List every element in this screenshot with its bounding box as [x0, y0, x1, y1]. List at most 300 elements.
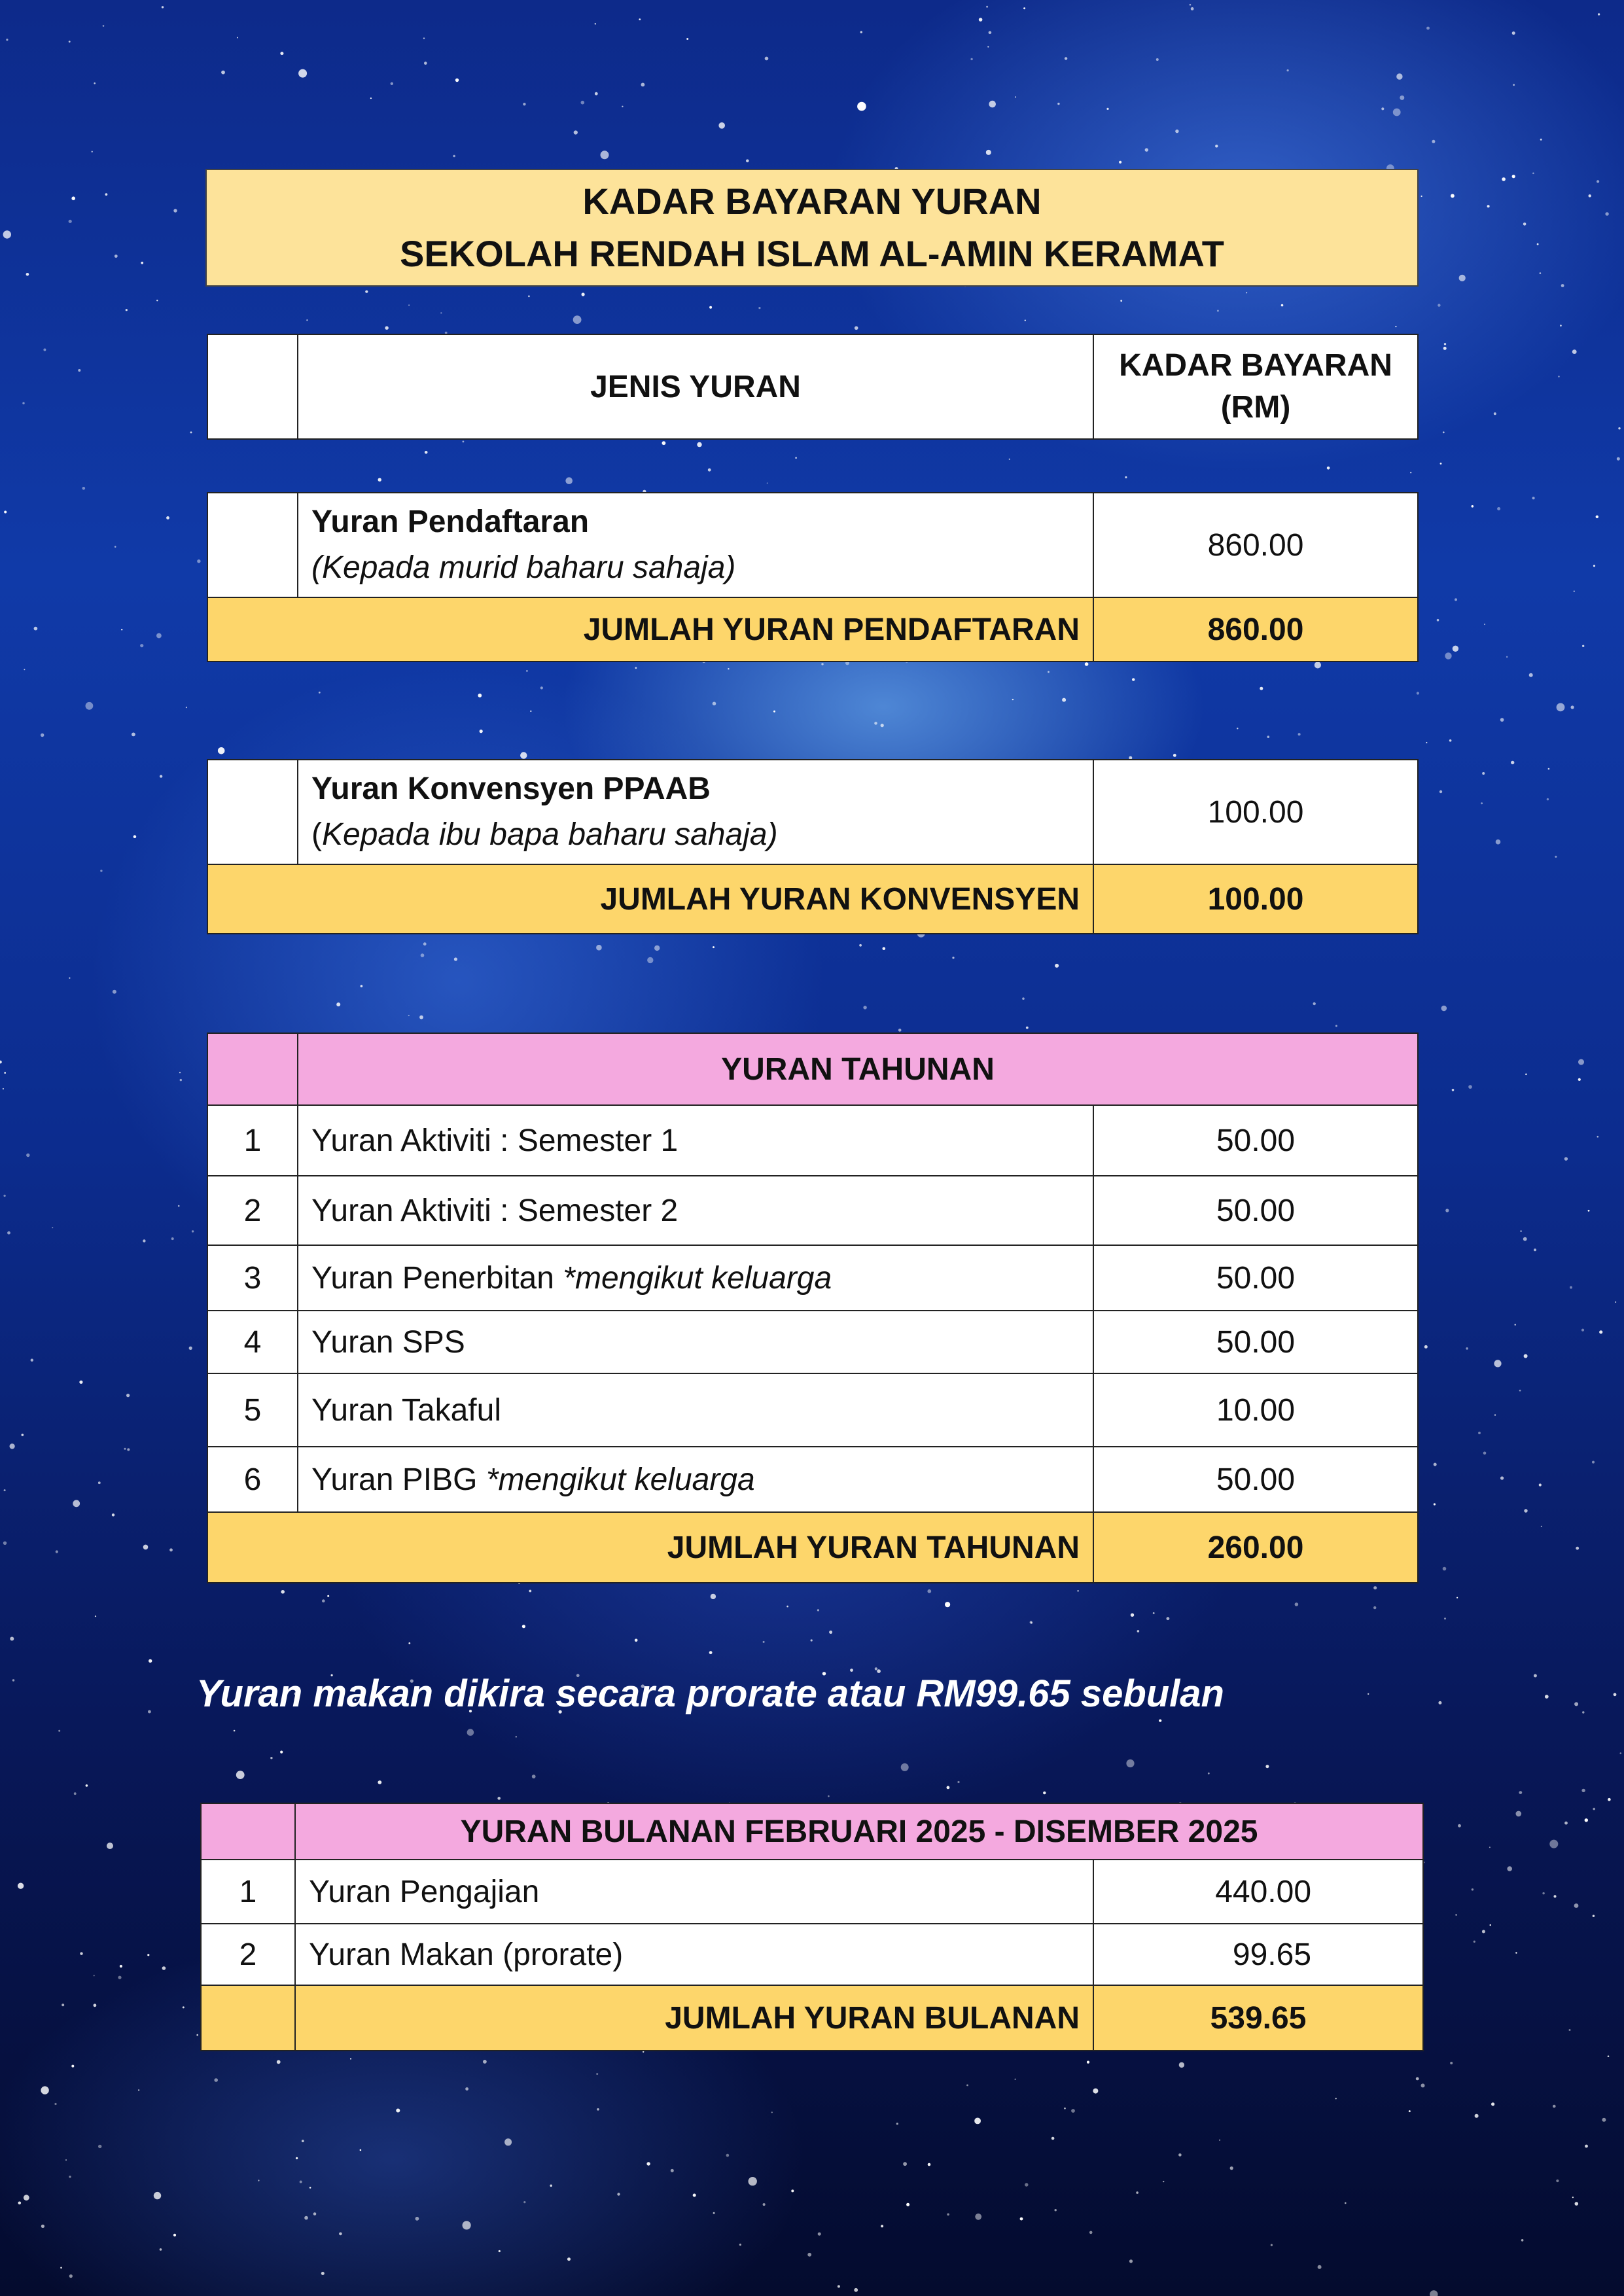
star — [1159, 1720, 1161, 1722]
star — [69, 2274, 73, 2278]
star — [69, 41, 71, 43]
pendaftaran-item — [298, 493, 1093, 597]
star — [662, 441, 666, 445]
star — [1443, 431, 1445, 433]
star — [1025, 320, 1026, 321]
star — [408, 304, 410, 306]
star — [1581, 1789, 1585, 1792]
star — [69, 220, 72, 223]
star — [1608, 1798, 1611, 1801]
star — [1421, 2083, 1425, 2087]
star — [1437, 619, 1439, 622]
star — [1599, 1330, 1602, 1333]
star — [192, 1230, 194, 1232]
star — [277, 2060, 281, 2064]
star — [98, 1481, 101, 1484]
star — [156, 300, 158, 301]
star — [1553, 2105, 1556, 2108]
star — [1487, 205, 1490, 207]
star — [339, 2233, 342, 2236]
star — [424, 62, 427, 65]
star — [811, 1639, 813, 1641]
star — [574, 130, 578, 134]
star — [854, 2288, 858, 2292]
star — [1605, 212, 1608, 215]
star — [1571, 705, 1574, 709]
star — [171, 1237, 174, 1240]
star — [1281, 304, 1284, 307]
star — [1136, 2191, 1139, 2194]
star — [1318, 2265, 1322, 2269]
star — [143, 1239, 145, 1242]
star — [1156, 58, 1159, 61]
star — [739, 2244, 741, 2246]
star — [133, 835, 137, 838]
star — [1173, 754, 1176, 757]
star — [22, 402, 24, 404]
star — [1542, 1892, 1544, 1894]
star — [140, 644, 143, 647]
star — [1620, 1752, 1622, 1754]
star — [896, 2123, 898, 2125]
header-kadar-line1: KADAR BAYARAN — [1119, 348, 1392, 383]
star — [874, 722, 877, 725]
star — [1424, 1345, 1428, 1349]
star — [56, 1550, 58, 1553]
star — [237, 37, 238, 39]
row-label: Yuran SPS — [298, 1311, 1093, 1373]
star — [1190, 4, 1192, 6]
star — [1020, 2217, 1023, 2221]
star — [1445, 1209, 1449, 1212]
row-amount: 50.00 — [1093, 1176, 1418, 1245]
star — [154, 2192, 161, 2199]
star — [647, 957, 653, 963]
row-amount: 99.65 — [1093, 1924, 1423, 1985]
star — [149, 1659, 152, 1663]
bulanan-heading: YURAN BULANAN FEBRUARI 2025 - DISEMBER 2025 — [295, 1803, 1423, 1860]
row-amount: 440.00 — [1093, 1860, 1423, 1924]
row-number: 6 — [207, 1447, 298, 1512]
star — [1009, 459, 1010, 460]
star — [1515, 1952, 1517, 1953]
star — [78, 369, 80, 372]
star — [975, 2214, 981, 2220]
pendaftaran-name: Yuran Pendaftaran — [311, 504, 590, 539]
star — [746, 160, 749, 163]
star — [160, 2248, 162, 2251]
star — [156, 633, 162, 639]
star — [1062, 698, 1066, 702]
row-amount: 50.00 — [1093, 1311, 1418, 1373]
star — [1125, 476, 1127, 478]
star — [947, 1786, 950, 1790]
star — [957, 1781, 959, 1783]
star — [22, 1434, 24, 1436]
row-label: Yuran Makan (prorate) — [295, 1924, 1093, 1985]
star — [408, 1015, 410, 1016]
star — [319, 692, 321, 694]
star — [875, 1667, 877, 1670]
star — [763, 2203, 766, 2206]
star — [952, 957, 954, 959]
star — [1500, 1476, 1504, 1479]
star — [635, 667, 637, 669]
star — [654, 945, 660, 951]
star — [1015, 96, 1016, 97]
star — [12, 1679, 14, 1681]
star — [1179, 2062, 1184, 2068]
star — [497, 1797, 501, 1800]
star — [94, 1975, 95, 1976]
star — [516, 1736, 517, 1737]
star — [1585, 1818, 1588, 1822]
star — [1217, 310, 1219, 312]
row-label: Yuran Aktiviti : Semester 2 — [298, 1176, 1093, 1245]
star — [1569, 2029, 1571, 2031]
star — [765, 57, 769, 61]
star — [463, 441, 465, 443]
star — [1345, 2202, 1347, 2204]
star — [162, 6, 164, 8]
konvensyen-note: Kepada ibu bapa baharu sahaja) — [321, 817, 778, 852]
star — [1540, 139, 1542, 141]
star — [82, 487, 86, 490]
star — [1055, 964, 1059, 968]
star — [1410, 472, 1411, 473]
star — [1295, 1602, 1299, 1606]
star — [773, 711, 775, 713]
star — [1071, 2109, 1075, 2113]
star — [1576, 1547, 1579, 1550]
star — [859, 944, 862, 947]
star — [421, 953, 425, 957]
star — [713, 946, 715, 948]
star — [1500, 718, 1504, 722]
star — [118, 1976, 121, 1979]
konvensyen-note-open: ( — [311, 817, 322, 852]
star — [1409, 2110, 1411, 2112]
star — [60, 2267, 62, 2269]
star — [309, 2187, 311, 2189]
star — [1489, 1846, 1491, 1848]
star — [1578, 1078, 1581, 1081]
star — [979, 18, 983, 22]
star — [62, 2004, 64, 2006]
star — [6, 39, 8, 41]
star — [180, 1079, 182, 1081]
star — [1421, 196, 1422, 197]
star — [709, 306, 712, 309]
table-row — [207, 1245, 1418, 1311]
star — [1265, 1765, 1269, 1768]
star — [280, 52, 283, 55]
star — [1512, 31, 1515, 35]
star — [120, 1965, 122, 1968]
star — [141, 262, 143, 264]
bulanan-total-blank — [201, 1985, 295, 2051]
star — [296, 2157, 298, 2159]
star — [1430, 2290, 1438, 2296]
star — [817, 1609, 819, 1611]
star — [771, 2111, 773, 2113]
star — [1129, 2259, 1133, 2263]
star — [986, 150, 991, 155]
star — [1432, 140, 1435, 143]
star — [304, 2216, 308, 2220]
star — [526, 670, 528, 672]
star — [791, 2189, 794, 2192]
star — [1564, 1157, 1568, 1160]
star — [18, 2202, 22, 2205]
tahunan-total-amount: 260.00 — [1093, 1512, 1418, 1583]
star — [1065, 57, 1067, 60]
star — [828, 1795, 830, 1797]
star — [1064, 2108, 1066, 2110]
star — [1574, 1903, 1579, 1908]
star — [132, 733, 135, 737]
star — [126, 309, 128, 311]
star — [1023, 7, 1025, 9]
star — [378, 478, 381, 482]
star — [1175, 130, 1178, 133]
star — [565, 477, 573, 484]
star — [818, 2233, 821, 2236]
star — [71, 196, 75, 200]
star — [1459, 275, 1466, 281]
star — [121, 629, 122, 630]
star — [1574, 1702, 1578, 1706]
star — [115, 546, 116, 548]
star — [1564, 1822, 1568, 1825]
konvensyen-table — [207, 759, 1417, 934]
star — [24, 2195, 29, 2200]
star — [1230, 2166, 1233, 2170]
star — [1516, 1811, 1522, 1817]
star — [749, 2177, 757, 2185]
konvensyen-item — [298, 760, 1093, 864]
row-number: 3 — [207, 1245, 298, 1311]
star — [974, 2118, 981, 2125]
star — [18, 1883, 24, 1889]
star — [86, 1784, 88, 1787]
star — [1393, 109, 1401, 116]
table-row — [201, 1860, 1423, 1924]
star — [258, 2180, 259, 2181]
star — [523, 103, 525, 105]
star — [1451, 194, 1455, 198]
star — [532, 1775, 536, 1778]
table-row — [207, 1176, 1418, 1245]
star — [1455, 1914, 1457, 1916]
konvensyen-total-amount: 100.00 — [1093, 864, 1418, 934]
star — [298, 69, 307, 78]
star — [987, 46, 989, 47]
star — [1483, 1452, 1487, 1455]
star — [1373, 1606, 1376, 1609]
star — [1137, 1630, 1140, 1633]
star — [1450, 2062, 1453, 2064]
star — [1167, 1617, 1170, 1620]
star — [1519, 1390, 1521, 1392]
star — [105, 193, 108, 196]
konvensyen-name: Yuran Konvensyen PPAAB — [311, 771, 711, 806]
star — [127, 1448, 130, 1451]
star — [1445, 652, 1451, 659]
star — [540, 686, 543, 689]
star — [467, 1729, 474, 1736]
star — [1395, 326, 1396, 327]
star — [1298, 733, 1301, 735]
star — [989, 31, 992, 35]
row-amount: 50.00 — [1093, 1447, 1418, 1512]
star — [1572, 349, 1577, 354]
star — [1539, 1483, 1542, 1486]
star — [1537, 243, 1539, 245]
star — [419, 1016, 423, 1019]
pendaftaran-amount: 860.00 — [1093, 493, 1418, 597]
star — [327, 1595, 329, 1597]
star — [1443, 347, 1447, 350]
row-label: Yuran Penerbitan *mengikut keluarga — [298, 1245, 1093, 1311]
star — [1519, 1791, 1522, 1794]
star — [1456, 1597, 1458, 1598]
star — [1416, 2077, 1419, 2081]
star — [1434, 1463, 1437, 1466]
star — [1615, 1301, 1616, 1303]
star — [582, 292, 585, 296]
star — [1617, 457, 1620, 461]
star — [26, 273, 29, 276]
star — [1532, 173, 1534, 175]
star — [986, 6, 988, 8]
star — [1417, 692, 1419, 694]
star — [3, 1542, 7, 1545]
star — [370, 97, 372, 99]
star — [499, 2250, 501, 2252]
star — [1618, 427, 1620, 429]
star — [107, 1843, 113, 1849]
star — [365, 291, 368, 293]
star — [455, 79, 459, 82]
star — [1593, 565, 1595, 567]
star — [138, 2089, 139, 2091]
star — [1440, 463, 1442, 465]
pendaftaran-table — [207, 492, 1417, 662]
star — [1051, 2137, 1055, 2140]
tahunan-table — [207, 1033, 1417, 1583]
konvensyen-blank-cell — [207, 760, 298, 864]
star — [686, 38, 688, 40]
star — [378, 1780, 381, 1784]
star — [1438, 304, 1440, 306]
star — [1523, 1237, 1527, 1241]
star — [166, 516, 169, 520]
star — [573, 315, 582, 324]
star — [1515, 1324, 1516, 1325]
star — [103, 25, 105, 27]
star — [1554, 1895, 1557, 1898]
star — [65, 2159, 67, 2161]
star — [758, 307, 760, 309]
konvensyen-amount: 100.00 — [1093, 760, 1418, 864]
star — [1106, 108, 1108, 110]
star — [1582, 1711, 1584, 1713]
row-label: Yuran Pengajian — [295, 1860, 1093, 1924]
star — [1335, 2098, 1337, 2099]
star — [1087, 2061, 1089, 2064]
star — [1578, 1059, 1584, 1065]
star — [1491, 2102, 1494, 2106]
star — [523, 2201, 525, 2203]
star — [863, 1006, 866, 1009]
star — [1497, 507, 1500, 510]
star — [1524, 1509, 1527, 1512]
star — [300, 2181, 302, 2183]
star — [1400, 96, 1404, 100]
star — [169, 1548, 173, 1551]
star — [162, 1966, 166, 1970]
star — [898, 1029, 902, 1032]
star — [52, 1227, 53, 1228]
star — [860, 31, 862, 33]
star — [530, 711, 531, 712]
star — [1119, 161, 1121, 164]
star — [1523, 222, 1527, 226]
star — [1478, 1432, 1481, 1434]
star — [465, 2087, 468, 2091]
star — [1048, 671, 1050, 673]
star — [1549, 1840, 1558, 1848]
star — [322, 1599, 325, 1602]
star — [4, 1072, 6, 1074]
star — [10, 1637, 14, 1641]
table-row — [201, 1924, 1423, 1985]
row-number: 1 — [207, 1105, 298, 1176]
star — [947, 2214, 949, 2216]
star — [795, 457, 797, 459]
star — [1547, 798, 1549, 800]
star — [391, 82, 393, 85]
header-kadar-line2: (RM) — [1220, 390, 1291, 425]
star — [713, 702, 716, 706]
star — [34, 627, 38, 631]
star — [480, 730, 483, 733]
star — [1511, 761, 1514, 764]
star — [1548, 768, 1550, 770]
star — [767, 482, 768, 484]
star — [1078, 1590, 1079, 1591]
star — [1237, 728, 1238, 729]
star — [100, 870, 102, 872]
star — [41, 2086, 48, 2094]
bulanan-blank-cell — [201, 1803, 295, 1860]
star — [41, 733, 44, 737]
star — [693, 2194, 696, 2197]
star — [1287, 69, 1289, 71]
row-number: 2 — [201, 1924, 295, 1985]
star — [639, 18, 641, 20]
star — [1555, 856, 1557, 858]
star — [425, 451, 428, 454]
row-amount: 10.00 — [1093, 1373, 1418, 1447]
star — [807, 2253, 811, 2257]
star — [1529, 673, 1533, 677]
star — [1085, 662, 1089, 666]
star — [236, 1771, 245, 1779]
star — [1466, 1347, 1468, 1350]
star — [1593, 1808, 1595, 1810]
